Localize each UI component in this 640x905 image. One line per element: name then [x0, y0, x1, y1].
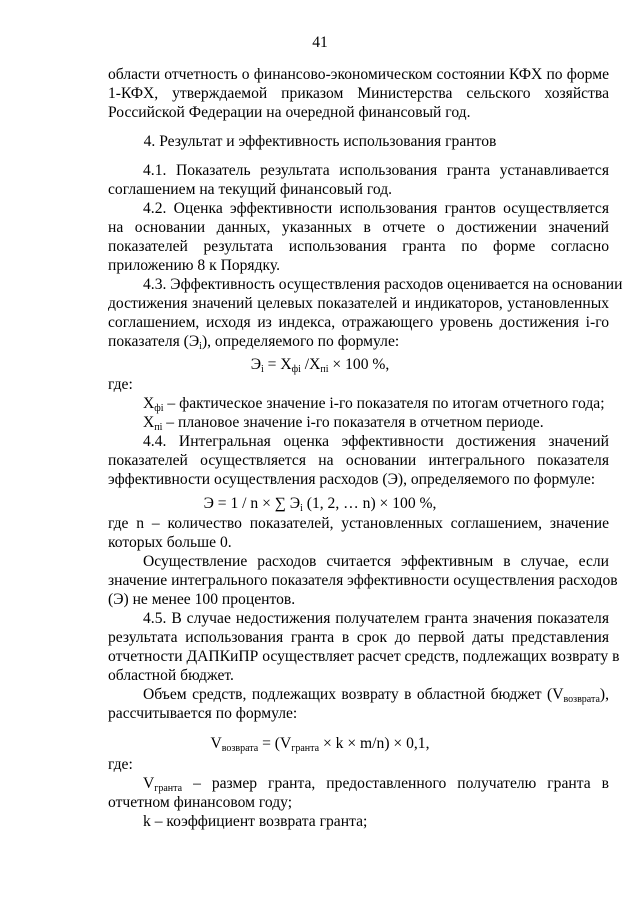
formula-index: $Э_i = Х_{фi}$ $/Х_{пi} \times 100$ %, [250, 356, 390, 375]
paragraph-line: рассчитывается по формуле: [108, 705, 298, 722]
paragraph-line: (Э) не менее 100 процентов. [108, 591, 296, 608]
paragraph-line: эффективности осуществления расходов (Э), определяемого по формуле: [108, 471, 596, 488]
paragraph-line: Российской Федерации на очередной финансовый год. [108, 104, 471, 121]
paragraph-line: показателей результата использования гранта по форме согласно [108, 238, 609, 255]
paragraph-line: показателя $(Э_i)$, определяемого по формуле: [108, 333, 400, 352]
paragraph-line: соглашением на текущий финансовый год. [108, 181, 393, 198]
paragraph-line: показателей осуществляется на основании интегрального показателя [108, 452, 609, 469]
paragraph-line: $Х_{пi}$ – плановое значение i-го показателя в отчетном периоде. [143, 414, 544, 433]
paragraph-line: 4.5. В случае недостижения получателем гранта значения показателя [143, 610, 609, 627]
paragraph-line: значение интегрального показателя эффективности осуществления расходов [108, 572, 618, 589]
formula-integral: Э = 1 / n × ∑ $Э_i$ (1, 2, … n) × 100 %, [203, 495, 437, 514]
paragraph-line: областной бюджет. [108, 667, 234, 684]
paragraph-line: которых больше 0. [108, 534, 232, 551]
paragraph-line: приложению 8 к Порядку. [108, 257, 281, 274]
paragraph-line: где: [108, 756, 133, 773]
paragraph-line: Осуществление расходов считается эффективным в случае, если [143, 553, 609, 570]
formula-refund: $V_{возврата} = (V_{гранта} \times k \times m/n) \times 0,1$, [210, 735, 430, 754]
paragraph-line: 4.1. Показатель результата использования гранта устанавливается [143, 162, 609, 179]
paragraph-line: Объем средств, подлежащих возврату в областной бюджет $(V_{возврата})$, [143, 686, 609, 705]
paragraph-line: k – коэффициент возврата гранта; [143, 813, 368, 830]
page-number: 41 [312, 34, 328, 51]
paragraph-line: отчетности ДАПКиПР осуществляет расчет средств, подлежащих возврату в [108, 648, 620, 665]
paragraph-line: области отчетность о финансово-экономическом состоянии КФХ по форме [108, 66, 609, 83]
paragraph-line: результата использования гранта в срок до первой даты представления [108, 629, 609, 646]
paragraph-line: 4.4. Интегральная оценка эффективности достижения значений [143, 433, 609, 450]
paragraph-line: на основании данных, указанных в отчете о достижении значений [108, 219, 609, 236]
paragraph-line: 4.3. Эффективность осуществления расходов оценивается на основании [143, 276, 623, 293]
paragraph-line: отчетном финансовом году; [108, 794, 293, 811]
paragraph-line: где: [108, 376, 133, 393]
section-heading: 4. Результат и эффективность использования грантов [143, 133, 497, 150]
paragraph-line: $Х_{фi}$ – фактическое значение i-го показателя по итогам отчетного года; [143, 395, 605, 414]
paragraph-line: где n – количество показателей, установленных соглашением, значение [108, 515, 609, 532]
paragraph-line: $V_{гранта}$ – размер гранта, предоставленного получателю гранта в [143, 775, 609, 794]
paragraph-line: соглашением, исходя из индекса, отражающего уровень достижения i-го [108, 314, 609, 331]
paragraph-line: 4.2. Оценка эффективности использования грантов осуществляется [143, 200, 609, 217]
paragraph-line: достижения значений целевых показателей и индикаторов, установленных [108, 295, 609, 312]
paragraph-line: 1-КФХ, утверждаемой приказом Министерства сельского хозяйства [108, 85, 609, 102]
